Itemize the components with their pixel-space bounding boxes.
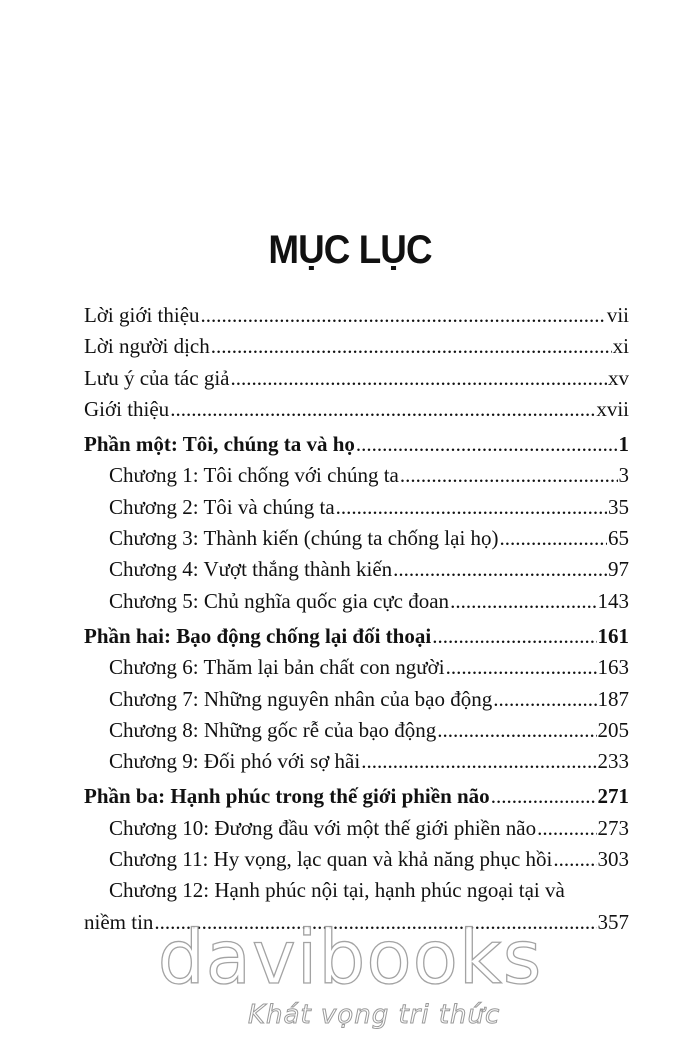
toc-entry-label: Chương 4: Vượt thắng thành kiến <box>109 557 393 582</box>
toc-chapter-3 <box>84 523 629 554</box>
toc-chapter-1 <box>84 460 629 491</box>
toc-entry-page: 271 <box>597 784 629 809</box>
watermark-logo: davibooks <box>157 915 543 1001</box>
dot-leader <box>491 781 597 812</box>
dot-leader <box>446 652 597 683</box>
toc-entry-page: 65 <box>608 526 629 551</box>
dot-leader <box>336 492 607 523</box>
toc-entry-page: 205 <box>597 717 629 742</box>
toc-part-3 <box>84 781 629 812</box>
dot-leader <box>170 394 595 425</box>
toc-entry-page: xi <box>612 334 629 359</box>
toc-entry-label: Lưu ý của tác giả <box>84 365 230 390</box>
toc-chapter-5 <box>84 586 629 617</box>
toc-entry-label: Chương 5: Chủ nghĩa quốc gia cực đoan <box>109 588 450 613</box>
dot-leader <box>361 746 596 777</box>
toc-entry-page: 3 <box>618 463 629 488</box>
toc-entry-page: 161 <box>597 623 629 648</box>
toc-entry-page: 163 <box>597 655 629 680</box>
dot-leader <box>493 684 596 715</box>
toc-part-label: Phần hai: Bạo động chống lại đối thoại <box>84 623 432 648</box>
dot-leader <box>437 715 596 746</box>
toc-part-1 <box>84 429 629 460</box>
toc-entry-label: Chương 7: Những nguyên nhân của bạo động <box>109 686 493 711</box>
toc-chapter-12-line-1 <box>84 875 629 906</box>
toc-entry-page: 35 <box>608 494 629 519</box>
dot-leader <box>432 621 596 652</box>
toc-chapter-7 <box>84 684 629 715</box>
dot-leader <box>500 523 607 554</box>
toc-entry-page: 303 <box>597 847 629 872</box>
table-of-contents <box>84 300 629 938</box>
toc-entry-page: 273 <box>597 815 629 840</box>
toc-entry-introduction <box>84 394 629 425</box>
toc-chapter-10 <box>84 813 629 844</box>
dot-leader <box>537 813 596 844</box>
toc-part-label: Phần một: Tôi, chúng ta và họ <box>84 432 355 457</box>
toc-part-label: Phần ba: Hạnh phúc trong thế giới phiền não <box>84 784 490 809</box>
toc-entry-label: Chương 9: Đối phó với sợ hãi <box>109 749 361 774</box>
dot-leader <box>393 554 607 585</box>
toc-entry-page: xv <box>608 365 629 390</box>
toc-entry-label: Chương 1: Tôi chống với chúng ta <box>109 463 399 488</box>
dot-leader <box>201 300 606 331</box>
toc-entry-translator-note <box>84 331 629 362</box>
toc-entry-page: 143 <box>597 588 629 613</box>
dot-leader <box>400 460 618 491</box>
toc-entry-label: Chương 8: Những gốc rễ của bạo động <box>109 717 437 742</box>
toc-entry-label: Chương 3: Thành kiến (chúng ta chống lại họ) <box>109 526 499 551</box>
toc-entry-label: Chương 11: Hy vọng, lạc quan và khả năng phục hồi <box>109 847 553 872</box>
page-title: MỤC LỤC <box>268 228 432 272</box>
toc-entry-page: xvii <box>596 396 629 421</box>
toc-entry-label: Chương 10: Đương đầu với một thế giới phiền não <box>109 815 537 840</box>
toc-chapter-4 <box>84 554 629 585</box>
toc-entry-label: Lời người dịch <box>84 334 210 359</box>
toc-entry-page: 97 <box>608 557 629 582</box>
toc-entry-label: Chương 6: Thăm lại bản chất con người <box>109 655 445 680</box>
toc-entry-page: vii <box>606 303 629 327</box>
dot-leader <box>553 844 596 875</box>
toc-entry-label: Chương 12: Hạnh phúc nội tại, hạnh phúc ngoại tại và <box>109 878 565 903</box>
toc-chapter-6 <box>84 652 629 683</box>
dot-leader <box>356 429 618 460</box>
toc-entry-label: Chương 2: Tôi và chúng ta <box>109 494 335 519</box>
toc-entry-label-continued: niềm tin <box>84 909 154 934</box>
toc-entry-page: 233 <box>597 749 629 774</box>
toc-chapter-2 <box>84 492 629 523</box>
watermark-tagline: Khát vọng tri thức <box>248 1000 501 1030</box>
toc-entry-author-note <box>84 363 629 394</box>
toc-chapter-8 <box>84 715 629 746</box>
dot-leader <box>450 586 596 617</box>
toc-entry-page: 1 <box>618 432 629 457</box>
toc-chapter-11 <box>84 844 629 875</box>
toc-entry-label: Lời giới thiệu <box>84 303 200 327</box>
toc-part-2 <box>84 621 629 652</box>
toc-entry-preface <box>84 300 629 331</box>
toc-entry-label: Giới thiệu <box>84 396 170 421</box>
toc-chapter-9 <box>84 746 629 777</box>
dot-leader <box>211 331 612 362</box>
toc-entry-page: 187 <box>597 686 629 711</box>
dot-leader <box>230 363 607 394</box>
toc-entry-page: 357 <box>597 909 629 934</box>
